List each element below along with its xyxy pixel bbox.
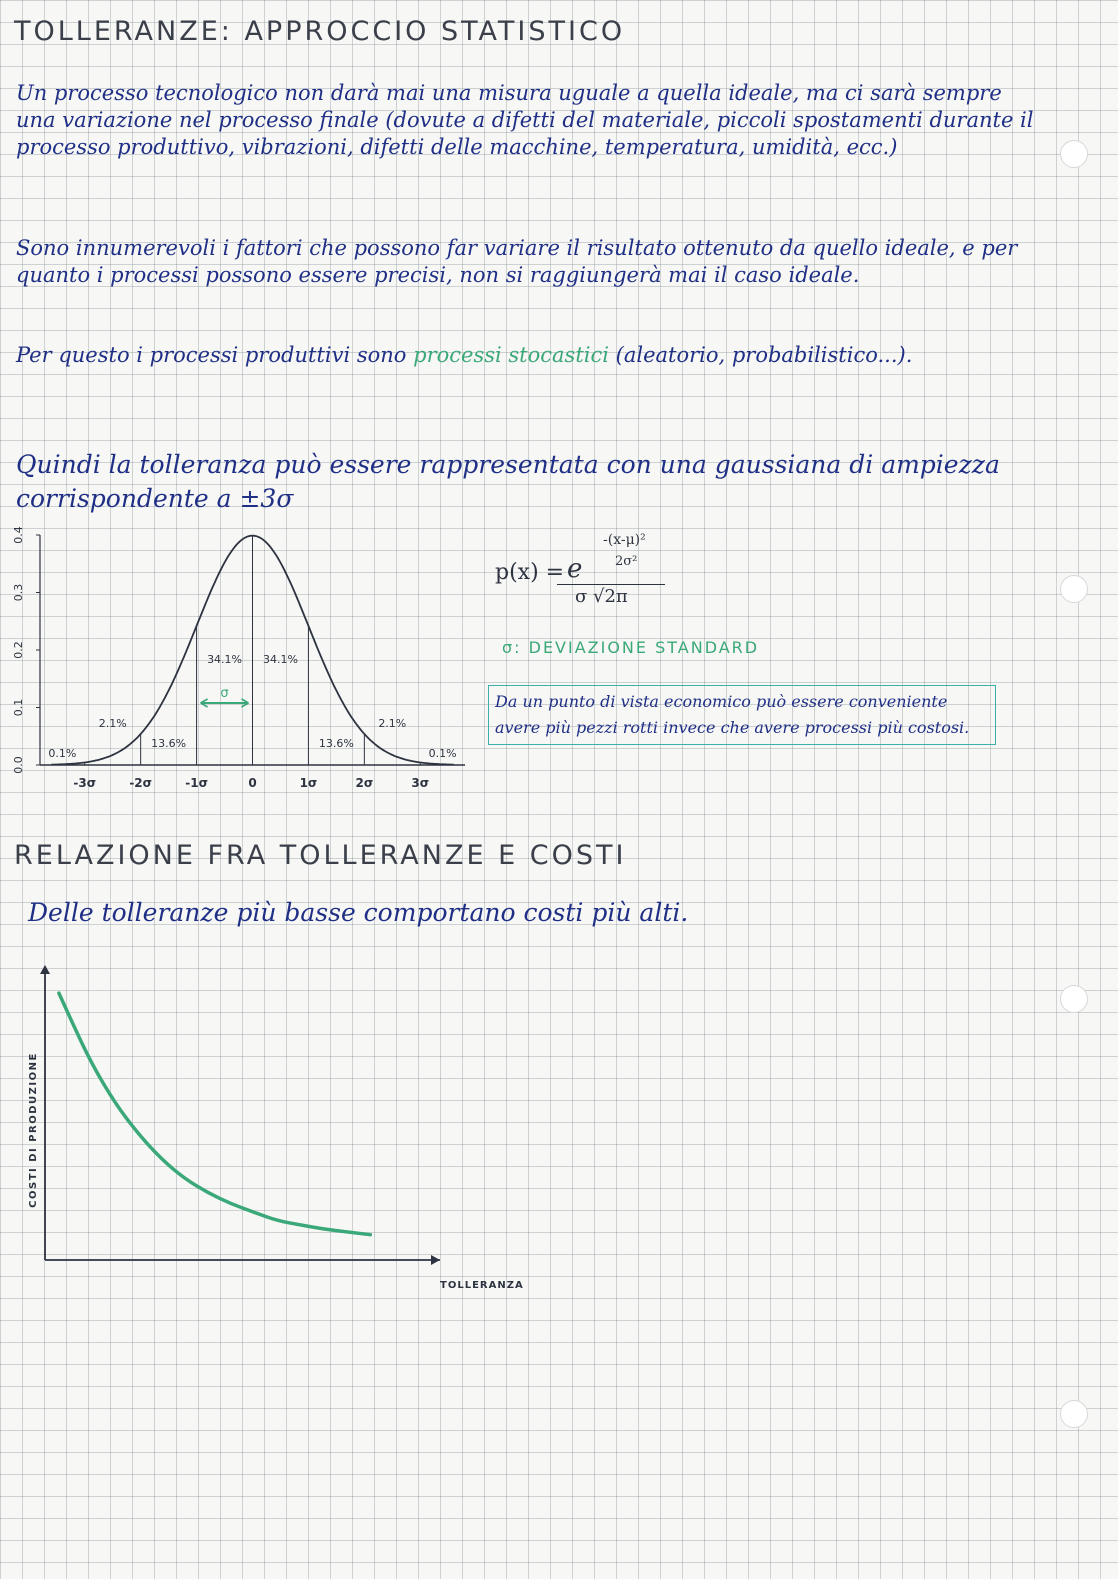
- paragraph-stochastic-start: Per questo i processi produttivi sono: [16, 343, 407, 367]
- cost-x-axis-arrow: [431, 1255, 440, 1265]
- paragraph-factors: Sono innumerevoli i fattori che possono far variare il risultato ottenuto da quello ideale, e per quanto i processi possono essere precisi, non si raggiungerà mai il caso ideale.: [16, 236, 1018, 287]
- gaussian-y-tick-label: 0.0: [12, 756, 25, 774]
- gaussian-y-tick-label: 0.4: [12, 526, 25, 544]
- gaussian-x-tick-label: -3σ: [73, 776, 97, 790]
- gaussian-region-label: 13.6%: [151, 737, 187, 750]
- gaussian-region-label: 2.1%: [98, 717, 127, 730]
- stochastic-highlight: processi stocastici: [413, 343, 609, 367]
- gaussian-y-tick-label: 0.3: [12, 583, 25, 602]
- sigma-marker-label: σ: [220, 686, 229, 701]
- formula-fraction-line: [557, 584, 665, 585]
- formula-numerator-e: e: [567, 554, 583, 584]
- cost-tolerance-chart: [0, 960, 560, 1300]
- gaussian-x-tick-label: 0: [248, 776, 257, 790]
- probability-formula: [495, 532, 715, 612]
- paragraph-costs: Delle tolleranze più basse comportano costi più alti.: [28, 898, 689, 927]
- section-title-tolleranze: TOLLERANZE: APPROCCIO STATISTICO: [14, 16, 626, 47]
- formula-exponent-bottom: 2σ²: [615, 554, 638, 569]
- gaussian-region-label: 0.1%: [48, 747, 77, 760]
- gaussian-chart: [0, 525, 480, 800]
- cost-y-axis-arrow: [40, 965, 50, 974]
- gaussian-region-label: 34.1%: [262, 653, 298, 666]
- gaussian-y-tick-label: 0.2: [12, 641, 25, 659]
- paragraph-stochastic-end: (aleatorio, probabilistico...).: [615, 343, 913, 367]
- gaussian-x-tick-label: -1σ: [185, 776, 208, 790]
- binder-hole-2: [1060, 575, 1088, 603]
- economic-note-box: Da un punto di vista economico può essere conveniente avere più pezzi rotti invece che avere processi più costosi.: [488, 685, 996, 745]
- gaussian-region-label: 34.1%: [207, 653, 243, 666]
- cost-x-axis-label: TOLLERANZA: [440, 1280, 524, 1291]
- formula-exponent-top: -(x-μ)²: [603, 532, 646, 548]
- sigma-definition: σ: DEVIAZIONE STANDARD: [502, 638, 760, 657]
- binder-hole-4: [1060, 1400, 1088, 1428]
- gaussian-x-tick-label: 3σ: [411, 776, 430, 790]
- paragraph-gaussian: Quindi la tolleranza può essere rappresentata con una gaussiana di ampiezza corrispondente a ±3σ: [16, 450, 1000, 513]
- section-title-relazione: RELAZIONE FRA TOLLERANZE E COSTI: [14, 840, 627, 871]
- cost-y-axis-label: COSTI DI PRODUZIONE: [28, 1052, 39, 1208]
- gaussian-y-tick-label: 0.1: [12, 698, 25, 717]
- binder-hole-3: [1060, 985, 1088, 1013]
- gaussian-region-label: 13.6%: [318, 737, 354, 750]
- gaussian-x-tick-label: 1σ: [299, 776, 318, 790]
- gaussian-region-label: 0.1%: [428, 747, 457, 760]
- paragraph-stochastic: [16, 342, 1046, 369]
- cost-curve: [59, 993, 370, 1235]
- binder-hole-1: [1060, 140, 1088, 168]
- formula-lhs: p(x) =: [495, 560, 565, 585]
- formula-denominator: σ √2π: [575, 586, 628, 607]
- gaussian-x-tick-label: -2σ: [129, 776, 153, 790]
- gaussian-x-tick-label: 2σ: [355, 776, 374, 790]
- gaussian-region-label: 2.1%: [378, 717, 407, 730]
- paragraph-intro: Un processo tecnologico non darà mai una misura uguale a quella ideale, ma ci sarà sempre una variazione nel processo finale (dovute a difetti del materiale, piccoli spostamenti durante il processo produttivo, vibrazioni, difetti delle macchine, temperatura, umidità, ecc.): [16, 81, 1034, 159]
